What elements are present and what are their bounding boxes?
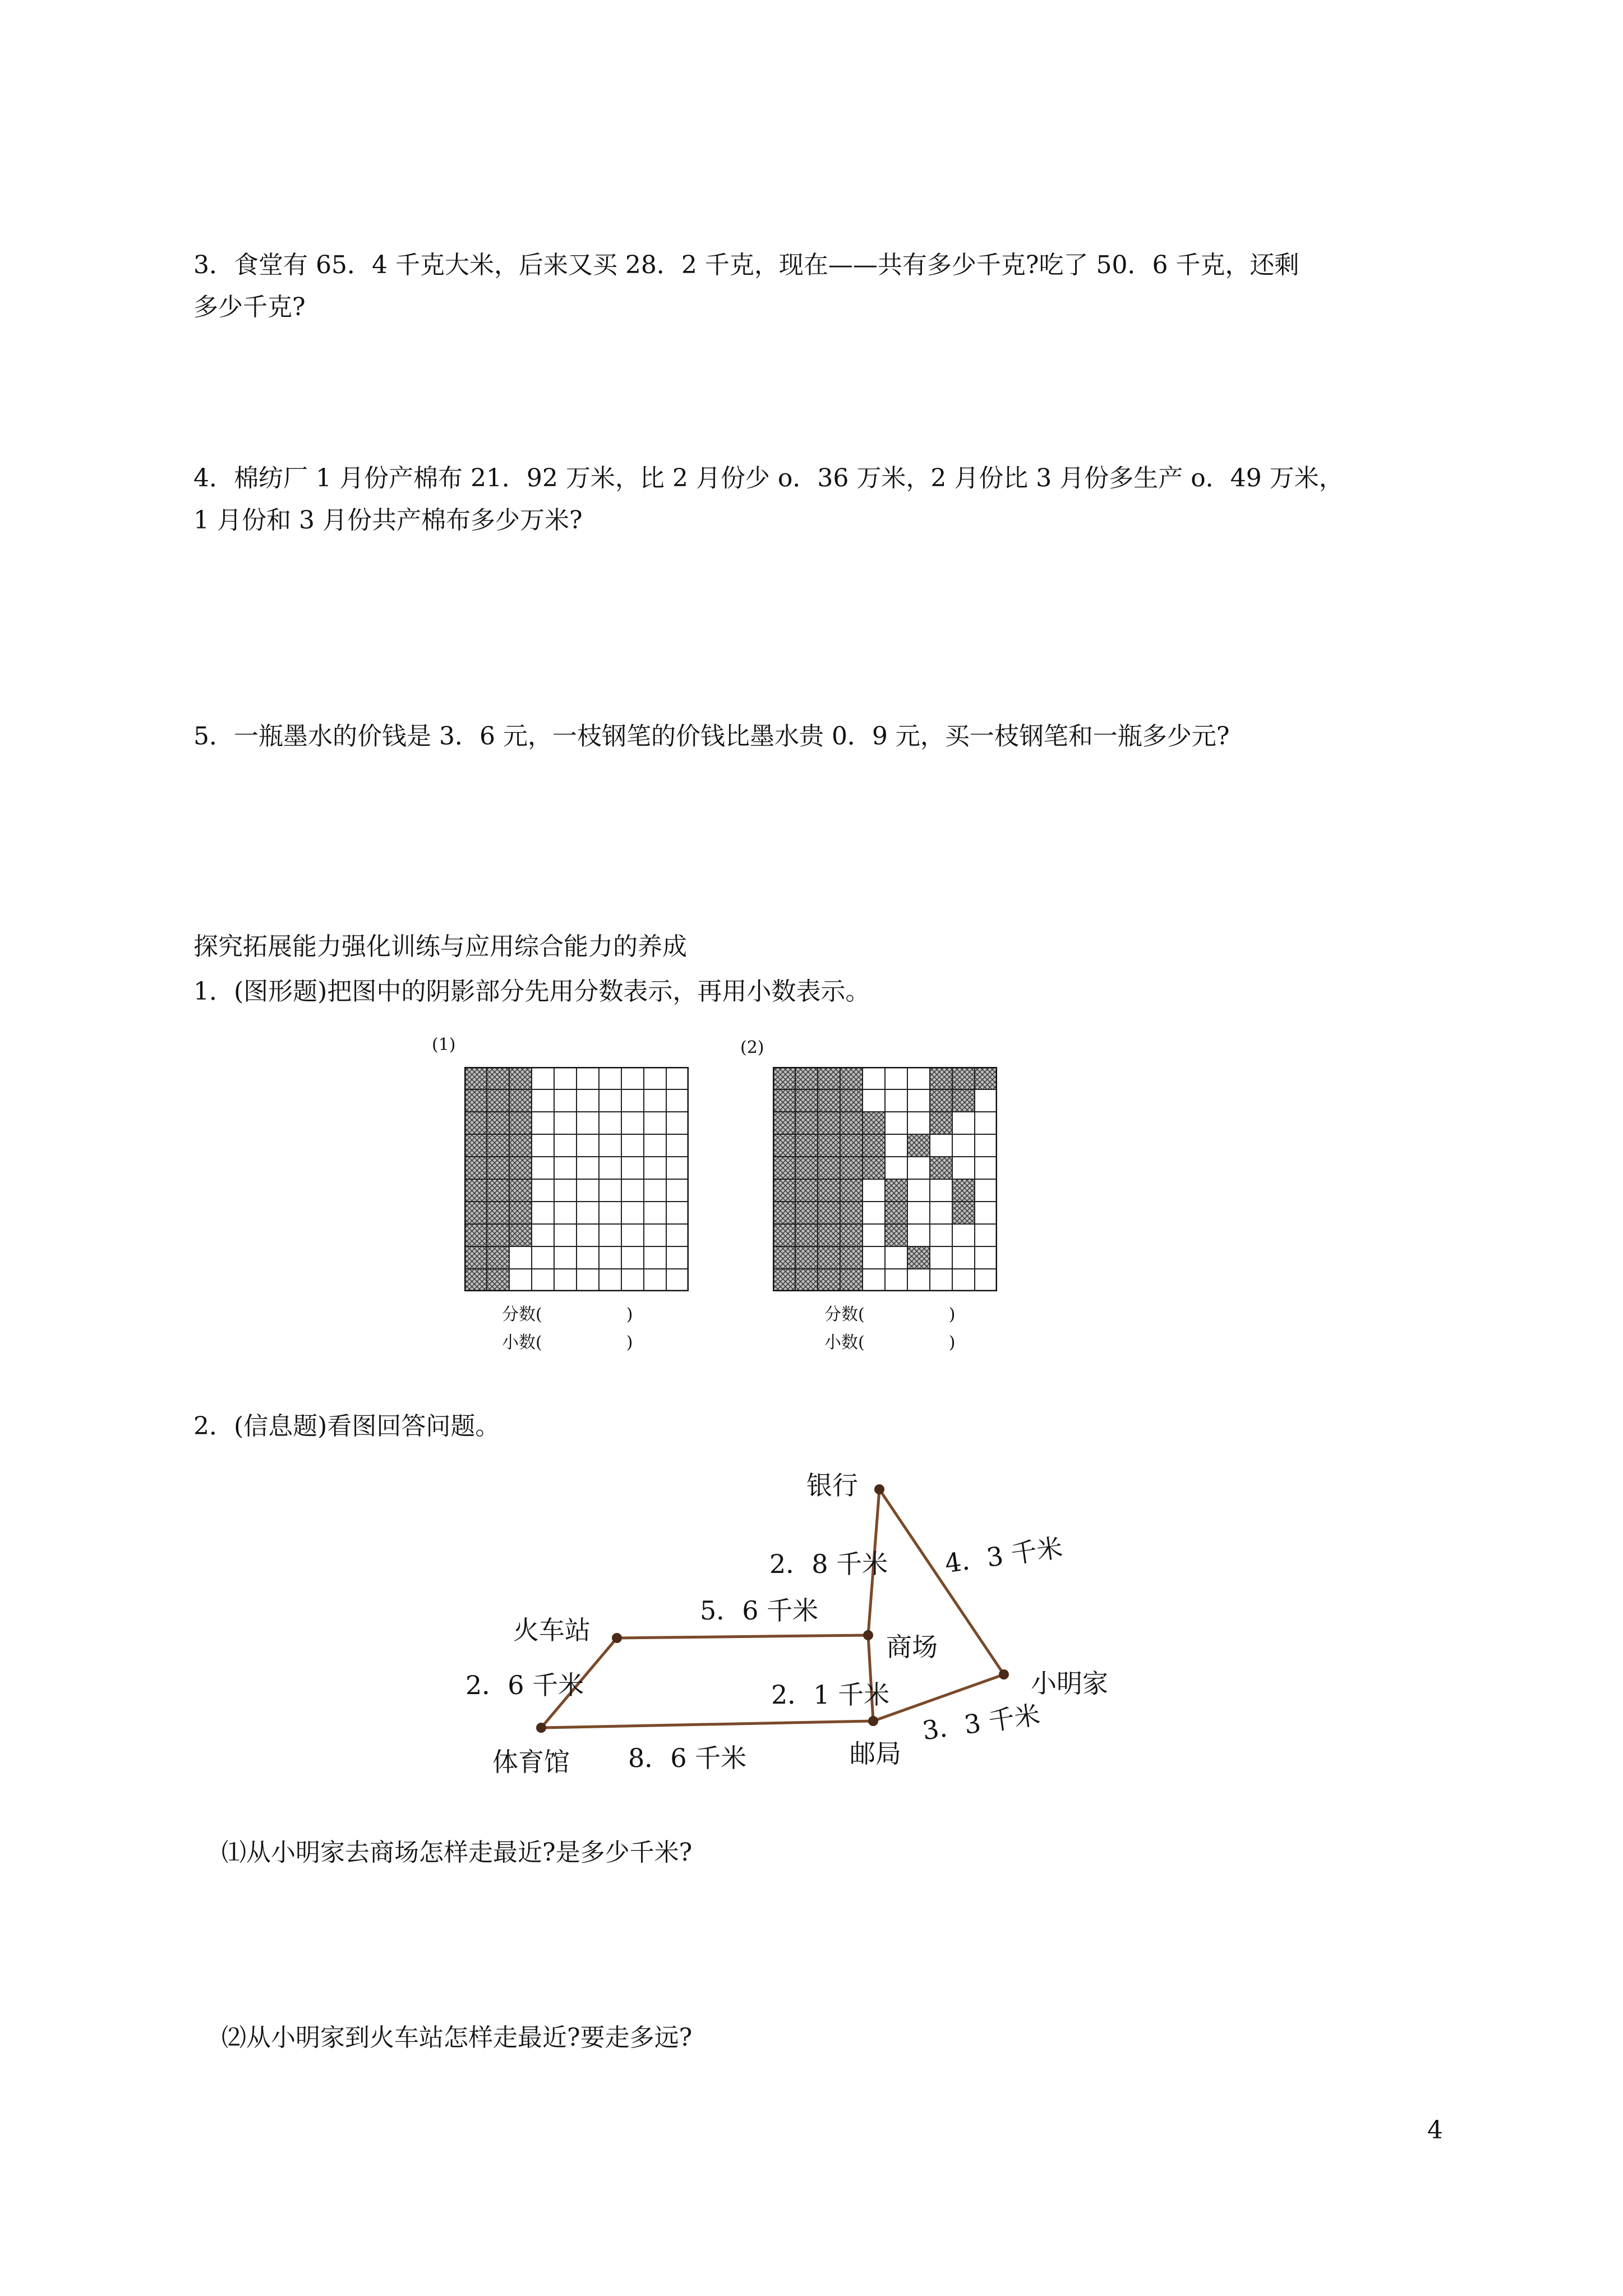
- grid-2-label: (2): [740, 1038, 764, 1057]
- problem-4-line-1: 4．棉纺厂 1 月份产棉布 21．92 万米，比 2 月份少 o．36 万米，2 月份比 3 月份多生产 o．49 万米，: [193, 464, 1344, 493]
- section-title: 探究拓展能力强化训练与应用综合能力的养成: [193, 932, 687, 961]
- node-bank: [874, 1484, 884, 1494]
- grid-2-fraction-label: 分数( ): [824, 1305, 956, 1324]
- edge-gym-post: [541, 1721, 873, 1728]
- grid-1-fraction-label: 分数( ): [502, 1305, 633, 1324]
- problem-5: 5．一瓶墨水的价钱是 3．6 元，一枝钢笔的价钱比墨水贵 0．9 元，买一枝钢笔和一瓶多少元?: [193, 722, 1230, 751]
- grid-1-label: (1): [432, 1035, 456, 1055]
- question-1: 1．(图形题)把图中的阴影部分先用分数表示，再用小数表示。: [193, 977, 870, 1006]
- sub-question-1: ⑴从小明家去商场怎样走最近?是多少千米?: [222, 1838, 693, 1867]
- label-post: 邮局: [850, 1738, 901, 1769]
- node-mall: [863, 1630, 873, 1640]
- edge-station-mall: [617, 1635, 868, 1638]
- grid-1-decimal-label: 小数( ): [502, 1333, 633, 1352]
- edge-label-mall-post: 2．1 千米: [771, 1680, 890, 1710]
- label-bank: 银行: [806, 1470, 858, 1501]
- grid-2-decimal-label: 小数( ): [824, 1333, 956, 1352]
- problem-3-line-2: 多少千克?: [193, 293, 306, 321]
- label-home: 小明家: [1031, 1668, 1108, 1699]
- edge-label-post-home: 3．3 千米: [920, 1699, 1042, 1746]
- label-gym: 体育馆: [492, 1747, 570, 1777]
- sub-question-2: ⑵从小明家到火车站怎样走最近?要走多远?: [222, 2023, 693, 2052]
- edge-label-station-gym: 2．6 千米: [465, 1670, 584, 1700]
- edge-label-station-mall: 5．6 千米: [700, 1595, 819, 1626]
- edge-label-bank-home: 4．3 千米: [943, 1532, 1064, 1579]
- problem-3-line-1: 3．食堂有 65．4 千克大米，后来又买 28．2 千克，现在——共有多少千克?吃了 50．6 千克，还剩: [193, 251, 1299, 279]
- node-post: [868, 1716, 878, 1726]
- question-2: 2．(信息题)看图回答问题。: [193, 1412, 500, 1441]
- node-gym: [536, 1723, 546, 1733]
- label-station: 火车站: [513, 1615, 591, 1645]
- node-station: [612, 1633, 622, 1643]
- node-home: [999, 1669, 1009, 1680]
- label-mall: 商场: [886, 1632, 938, 1662]
- problem-4-line-2: 1 月份和 3 月份共产棉布多少万米?: [193, 506, 583, 535]
- edge-label-gym-post: 8．6 千米: [628, 1743, 747, 1773]
- edge-label-bank-mall: 2．8 千米: [769, 1549, 888, 1579]
- page-number: 4: [1427, 2116, 1443, 2145]
